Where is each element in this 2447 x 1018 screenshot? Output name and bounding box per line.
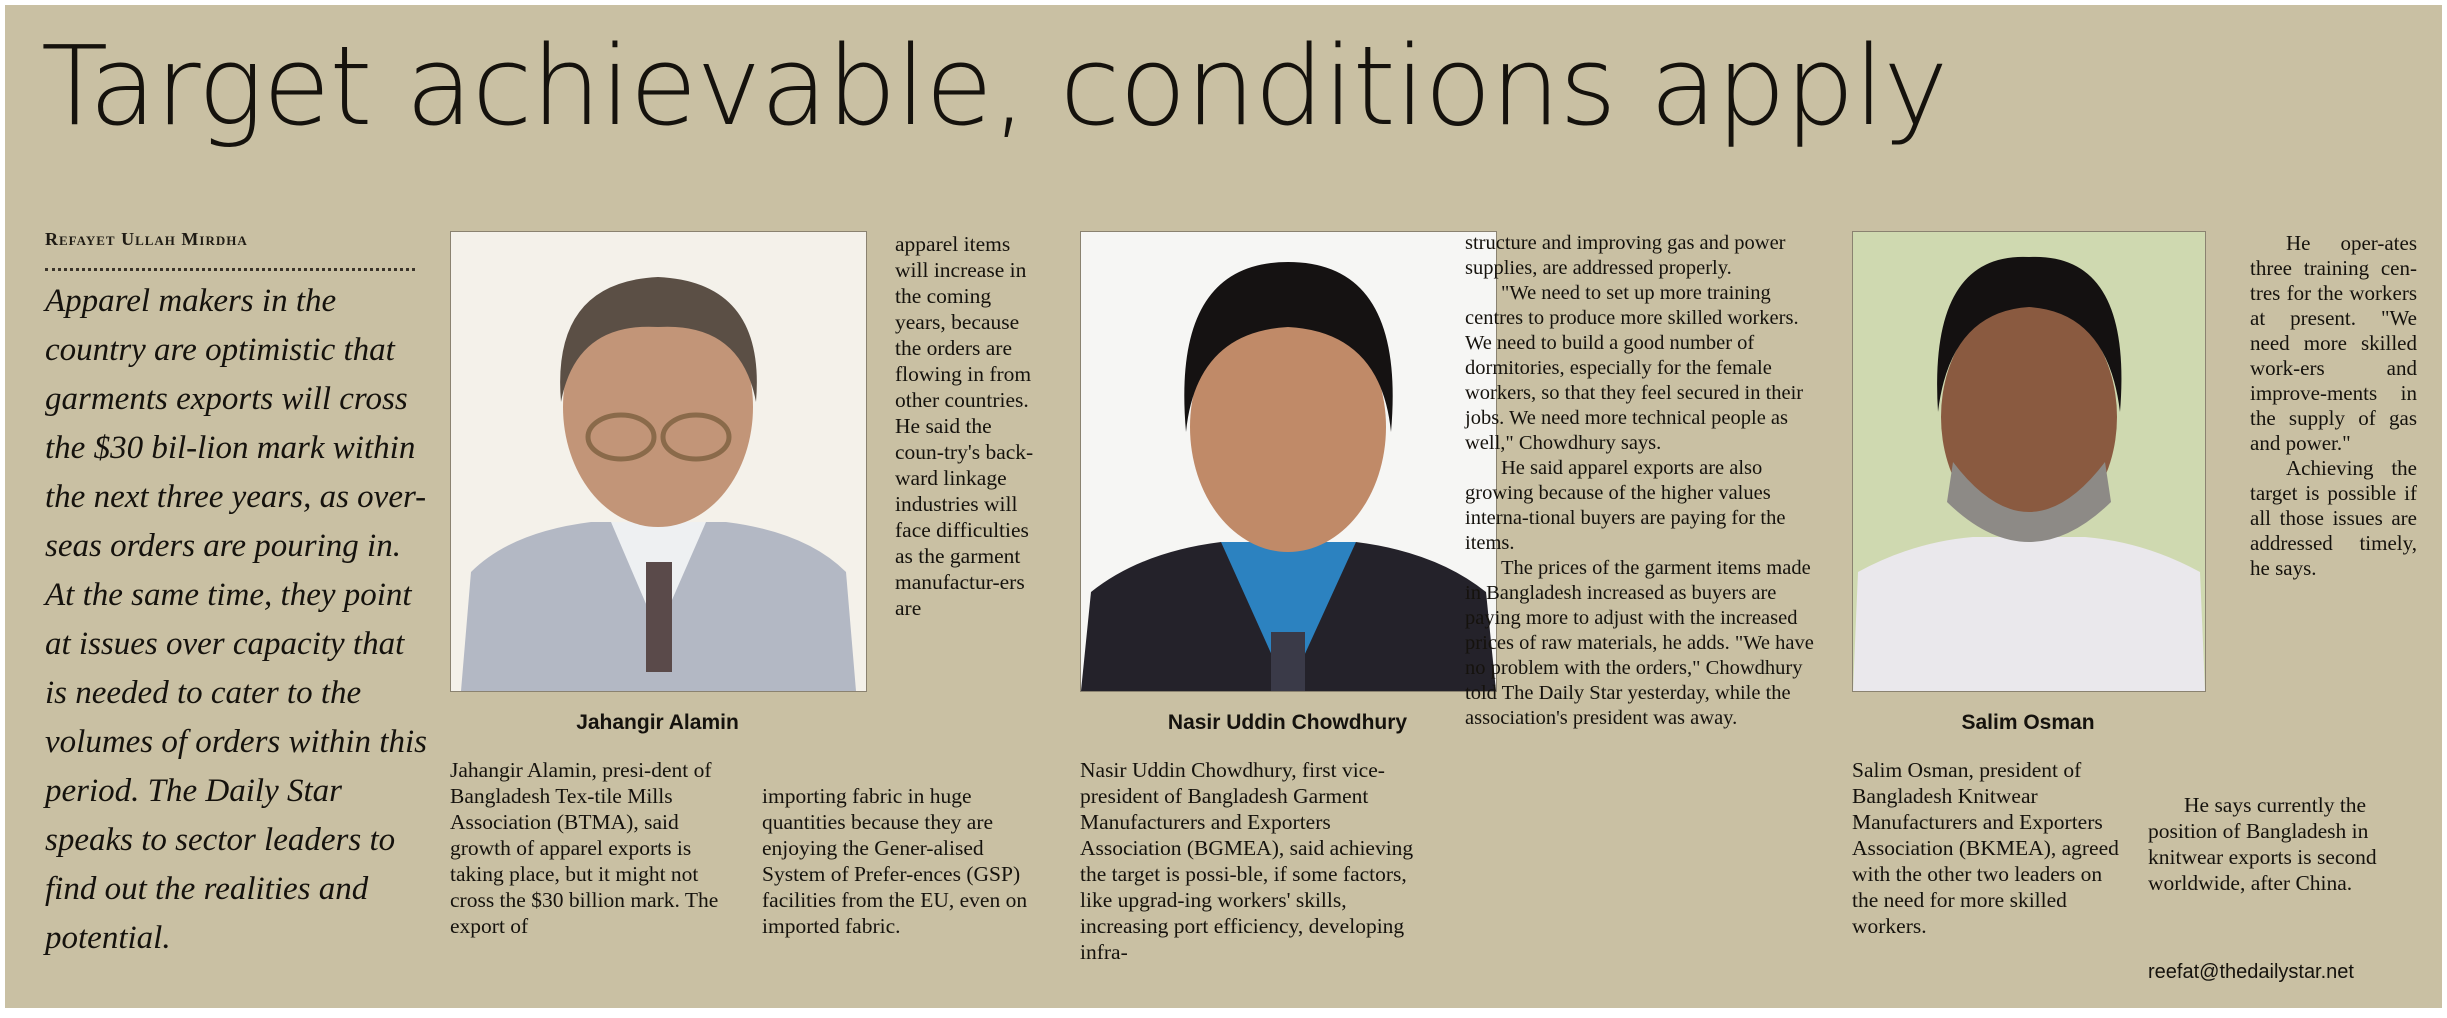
salim-para-1: He oper-ates three training cen-tres for the workers at present. "We need more skilled work-ers and improve-ments in the supply of gas and power." (2250, 231, 2417, 455)
article-nasir-col2 (1465, 231, 1820, 731)
article-salim-col2 (2250, 231, 2417, 581)
caption-nasir-uddin-chowdhury: Nasir Uddin Chowdhury (1167, 711, 1408, 734)
dotted-divider (45, 268, 415, 271)
byline: Refayet Ullah Mirdha (45, 229, 248, 249)
intro-text: Apparel makers in the country are optimistic that garments exports will cross the $30 bil-lion mark within the next three years, as over-seas orders are pouring in. At the same time, they point at issues over capacity that is needed to cater to the volumes of orders within this period. The Daily Star speaks to sector leaders to find out the realities and potential. (45, 283, 427, 956)
nasir-para-4: The prices of the garment items made in Bangladesh increased as buyers are paying more to adjust with the increased prices of raw materials, he adds. "We have no problem with the orders," Chowdhury told The Daily Star yesterday, while the association's president was away. (1465, 557, 1814, 729)
article-alamin-col3: importing fabric in huge quantities because they are enjoying the Gener-alised System of Prefer-ences (GSP) facilities from the EU, even on imported fabric. (762, 784, 1028, 938)
article-alamin-col2: apparel items will increase in the coming years, because the orders are flowing in from other countries. He said the coun-try's back-ward linkage industries will face difficulties as the garment manufactur-ers are (895, 232, 1034, 620)
article-nasir-col1: Nasir Uddin Chowdhury, first vice-president of Bangladesh Garment Manufacturers and Exporters Association (BGMEA), said achieving the target is possi-ble, if some factors, like upgrad-ing workers' skills, increasing port efficiency, developing infra- (1080, 758, 1414, 964)
caption-jahangir-alamin: Jahangir Alamin (576, 711, 739, 734)
article-salim-col1: Salim Osman, president of Bangladesh Knitwear Manufacturers and Exporters Association (BKMEA), agreed with the other two leaders on the need for more skilled workers. (1852, 758, 2119, 938)
photo-salim-osman (1852, 231, 2206, 692)
photo-jahangir-alamin (450, 231, 867, 692)
article-alamin-col1: Jahangir Alamin, presi-dent of Bangladesh Tex-tile Mills Association (BTMA), said growth of apparel exports is taking place, but it might not cross the $30 billion mark. The export of (450, 758, 719, 938)
newspaper-page (5, 5, 2442, 1008)
nasir-para-2: "We need to set up more training centres to produce more skilled workers. We need to build a good number of dormitories, especially for the female workers, so that they feel secured in their jobs. We need more technical people as well," Chowdhury says. (1465, 282, 1804, 454)
nasir-para-1: structure and improving gas and power supplies, are addressed properly. (1465, 232, 1786, 279)
nasir-para-3: He said apparel exports are also growing because of the higher values interna-tional buyers are paying for the items. (1465, 457, 1786, 554)
salim-para-2: Achieving the target is possible if all those issues are addressed timely, he says. (2250, 456, 2417, 580)
article-salim-col3: He says currently the position of Bangladesh in knitwear exports is second worldwide, after China. (2148, 793, 2377, 895)
caption-salim-osman: Salim Osman (1961, 711, 2095, 734)
headline: Target achievable, conditions apply (41, 22, 1948, 150)
author-email: reefat@thedailystar.net (2148, 961, 2354, 983)
photo-nasir-uddin-chowdhury (1080, 231, 1497, 692)
